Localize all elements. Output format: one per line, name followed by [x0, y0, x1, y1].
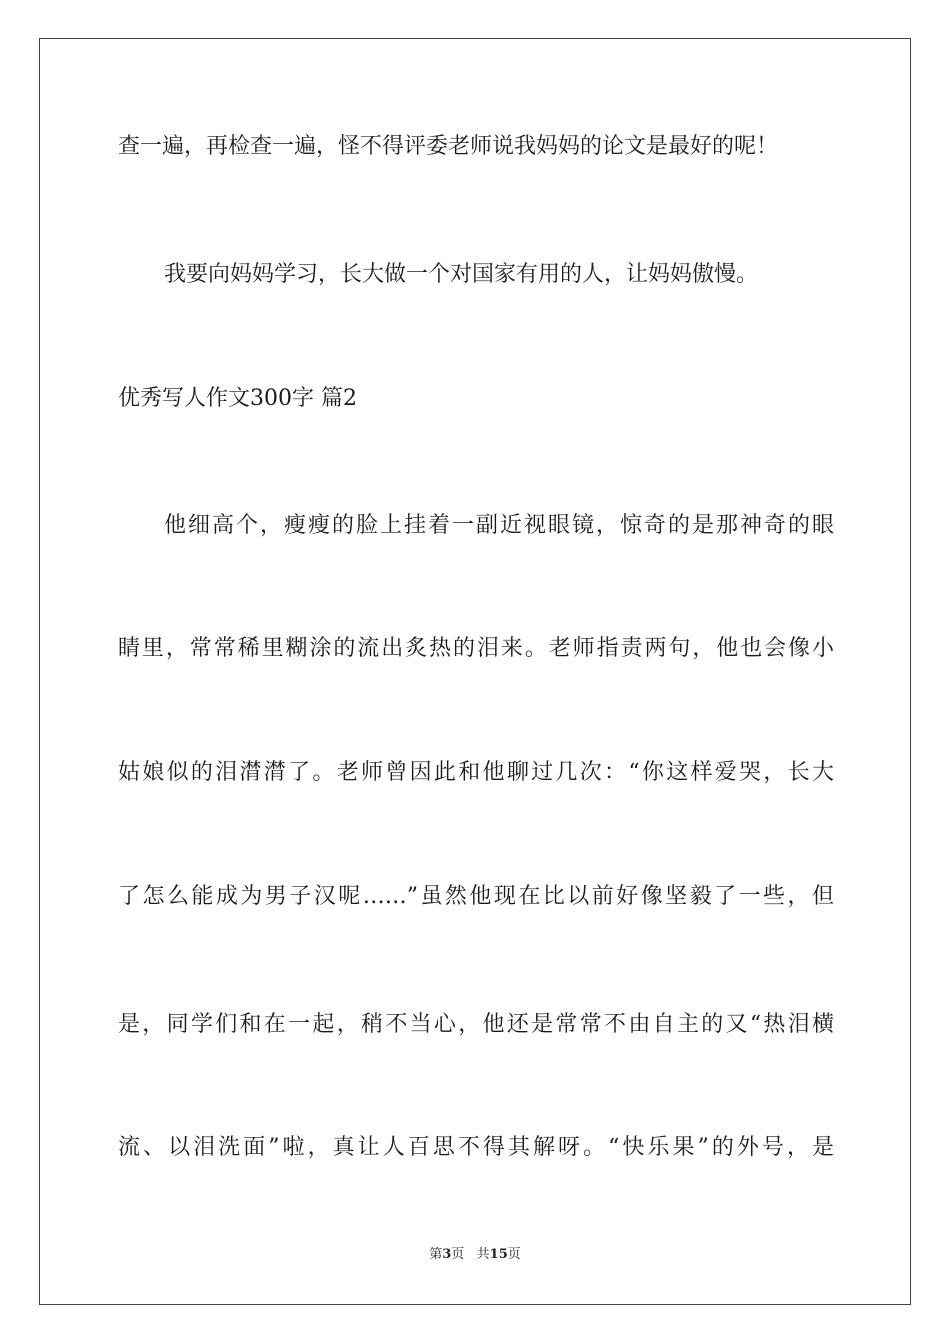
page-footer [0, 1246, 950, 1264]
text-line-9: 流、以泪洗面”啦，真让人百思不得其解呀。“快乐果”的外号，是 [118, 1135, 834, 1160]
text-line-1: 查一遍，再检查一遍，怪不得评委老师说我妈妈的论文是最好的呢！ [118, 134, 779, 159]
text-line-6: 姑娘似的泪潸潸了。老师曾因此和他聊过几次：“你这样爱哭，长大 [118, 760, 834, 785]
footer-page-total: 15 [489, 1247, 508, 1262]
text-line-7: 了怎么能成为男子汉呢……”虽然他现在比以前好像坚毅了一些，但 [118, 884, 834, 909]
footer-page-mid: 页 共 [451, 1247, 490, 1262]
page-border [39, 38, 911, 1305]
text-line-2: 我要向妈妈学习，长大做一个对国家有用的人，让妈妈傲慢。 [164, 262, 759, 287]
footer-page-current: 3 [442, 1247, 452, 1262]
text-line-8: 是，同学们和在一起，稍不当心，他还是常常不由自主的又“热泪横 [118, 1012, 834, 1037]
text-line-5: 睛里，常常稀里糊涂的流出炙热的泪来。老师指责两句，他也会像小 [118, 636, 834, 661]
footer-page-suffix: 页 [507, 1247, 521, 1262]
section-heading: 优秀写人作文300字 篇2 [118, 386, 357, 411]
footer-page-prefix: 第 [429, 1247, 443, 1262]
text-line-4: 他细高个，瘦瘦的脸上挂着一副近视眼镜，惊奇的是那神奇的眼 [164, 513, 834, 538]
